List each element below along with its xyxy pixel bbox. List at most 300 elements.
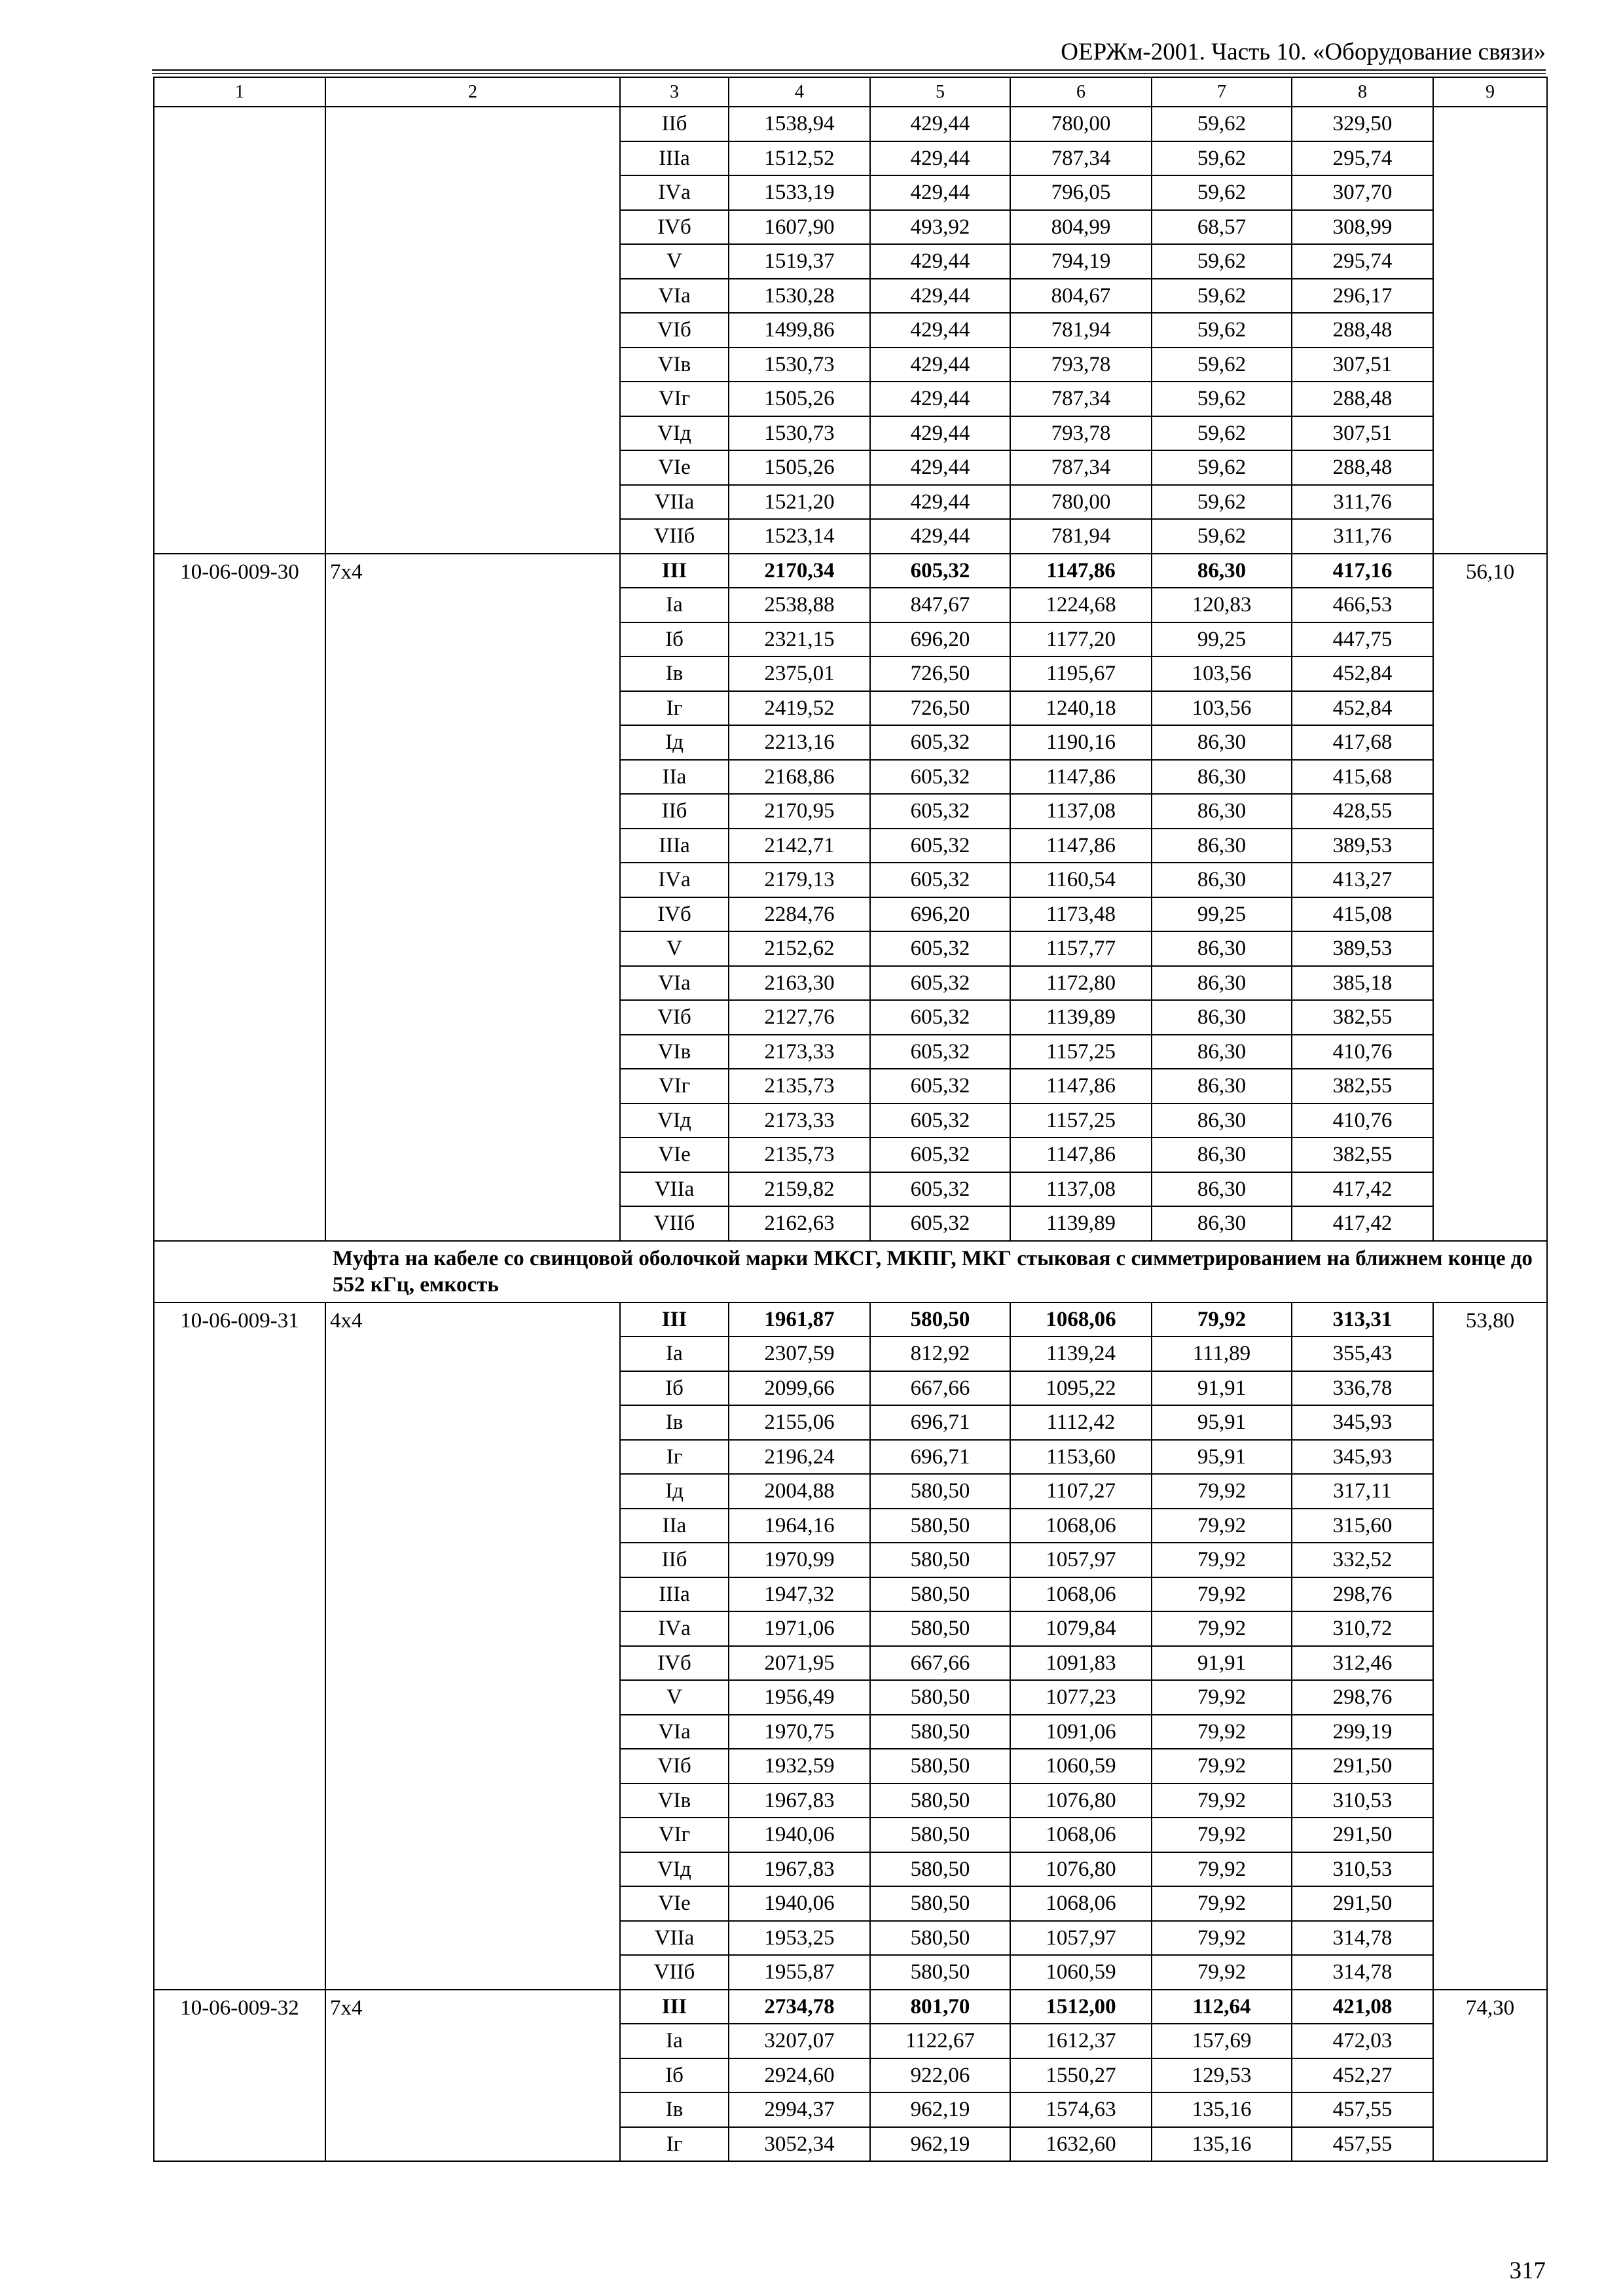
table-row <box>154 1990 1547 2024</box>
value-cell-c8: 310,72 <box>1292 1611 1433 1646</box>
value-cell-c8: 447,75 <box>1292 622 1433 657</box>
value-cell-c4: 1970,75 <box>729 1715 870 1749</box>
value-cell-c4: 2321,15 <box>729 622 870 657</box>
zone-cell: Iб <box>620 1371 729 1406</box>
value-cell-c4: 2135,73 <box>729 1138 870 1172</box>
value-cell-c7: 95,91 <box>1152 1440 1292 1475</box>
value-cell-c5: 429,44 <box>870 107 1010 141</box>
zone-cell: Iг <box>620 1440 729 1475</box>
value-cell-c8: 417,68 <box>1292 725 1433 760</box>
value-cell-c7: 157,69 <box>1152 2024 1292 2058</box>
value-cell-c6: 1060,59 <box>1010 1749 1152 1784</box>
value-cell-c5: 580,50 <box>870 1749 1010 1784</box>
value-cell-c4: 2071,95 <box>729 1646 870 1681</box>
value-cell-c8: 291,50 <box>1292 1818 1433 1852</box>
value-cell-c7: 79,92 <box>1152 1543 1292 1577</box>
value-cell-c4: 3052,34 <box>729 2127 870 2162</box>
value-cell-c8: 314,78 <box>1292 1921 1433 1956</box>
zone-cell: IIIа <box>620 829 729 863</box>
value-cell-c4: 2168,86 <box>729 760 870 795</box>
value-cell-c4: 2004,88 <box>729 1474 870 1509</box>
column-number: 6 <box>1010 77 1152 107</box>
value-cell-c8: 299,19 <box>1292 1715 1433 1749</box>
value-cell-c5: 696,20 <box>870 897 1010 932</box>
value-cell-c7: 59,62 <box>1152 450 1292 485</box>
value-cell-c5: 429,44 <box>870 519 1010 554</box>
value-cell-c6: 1077,23 <box>1010 1680 1152 1715</box>
value-cell-c6: 1574,63 <box>1010 2092 1152 2127</box>
zone-cell: VIе <box>620 1138 729 1172</box>
value-cell-c6: 1091,06 <box>1010 1715 1152 1749</box>
value-cell-c8: 382,55 <box>1292 1000 1433 1035</box>
zone-cell: III <box>620 1302 729 1337</box>
value-cell-c4: 2994,37 <box>729 2092 870 2127</box>
value-cell-c8: 382,55 <box>1292 1138 1433 1172</box>
value-cell-c7: 79,92 <box>1152 1818 1292 1852</box>
value-cell-c8: 315,60 <box>1292 1509 1433 1543</box>
value-cell-c6: 1112,42 <box>1010 1405 1152 1440</box>
value-cell-c7: 86,30 <box>1152 931 1292 966</box>
zone-cell: VIв <box>620 1035 729 1069</box>
value-cell-c5: 605,32 <box>870 1035 1010 1069</box>
value-cell-c8: 410,76 <box>1292 1035 1433 1069</box>
value-cell-c6: 1195,67 <box>1010 656 1152 691</box>
table-row <box>154 554 1547 588</box>
value-cell-c6: 1177,20 <box>1010 622 1152 657</box>
value-cell-c7: 59,62 <box>1152 348 1292 382</box>
rate-code: 10-06-009-32 <box>154 1990 325 2162</box>
value-cell-c8: 288,48 <box>1292 382 1433 416</box>
value-cell-c4: 2734,78 <box>729 1990 870 2024</box>
table-body <box>154 77 1547 2161</box>
value-cell-c4: 2159,82 <box>729 1172 870 1207</box>
value-cell-c7: 59,62 <box>1152 485 1292 520</box>
zone-cell: IIа <box>620 1509 729 1543</box>
value-cell-c7: 79,92 <box>1152 1852 1292 1887</box>
zone-cell: VIв <box>620 348 729 382</box>
value-cell-c8: 345,93 <box>1292 1405 1433 1440</box>
value-cell-c5: 605,32 <box>870 1069 1010 1103</box>
zone-cell: VIв <box>620 1784 729 1818</box>
zone-cell: Iд <box>620 1474 729 1509</box>
capacity: 7x4 <box>325 1990 620 2162</box>
value-cell-c6: 1137,08 <box>1010 1172 1152 1207</box>
value-cell-c8: 417,42 <box>1292 1206 1433 1241</box>
zone-cell: Iа <box>620 588 729 622</box>
rate-code <box>154 107 325 554</box>
value-cell-c7: 135,16 <box>1152 2092 1292 2127</box>
zone-cell: VIа <box>620 279 729 314</box>
value-cell-c6: 1173,48 <box>1010 897 1152 932</box>
zone-cell: VIIб <box>620 519 729 554</box>
column-number: 1 <box>154 77 325 107</box>
value-cell-c6: 1139,89 <box>1010 1206 1152 1241</box>
value-cell-c5: 962,19 <box>870 2127 1010 2162</box>
value-cell-c4: 2213,16 <box>729 725 870 760</box>
value-cell-c6: 1095,22 <box>1010 1371 1152 1406</box>
value-cell-c8: 307,51 <box>1292 348 1433 382</box>
value-cell-c7: 79,92 <box>1152 1577 1292 1612</box>
value-cell-c7: 79,92 <box>1152 1715 1292 1749</box>
value-cell-c8: 307,51 <box>1292 416 1433 451</box>
value-cell-c4: 2179,13 <box>729 863 870 897</box>
value-cell-c5: 580,50 <box>870 1509 1010 1543</box>
value-cell-c7: 111,89 <box>1152 1336 1292 1371</box>
extra-value: 74,30 <box>1433 1990 1547 2162</box>
value-cell-c4: 1967,83 <box>729 1852 870 1887</box>
value-cell-c5: 429,44 <box>870 348 1010 382</box>
value-cell-c6: 1137,08 <box>1010 794 1152 829</box>
value-cell-c8: 311,76 <box>1292 485 1433 520</box>
value-cell-c4: 2173,33 <box>729 1035 870 1069</box>
value-cell-c6: 1147,86 <box>1010 829 1152 863</box>
capacity: 4x4 <box>325 1302 620 1990</box>
zone-cell: IVб <box>620 897 729 932</box>
value-cell-c4: 1947,32 <box>729 1577 870 1612</box>
value-cell-c7: 59,62 <box>1152 313 1292 348</box>
value-cell-c4: 1932,59 <box>729 1749 870 1784</box>
value-cell-c8: 317,11 <box>1292 1474 1433 1509</box>
zone-cell: Iв <box>620 2092 729 2127</box>
value-cell-c5: 605,32 <box>870 760 1010 795</box>
value-cell-c4: 1538,94 <box>729 107 870 141</box>
extra-value: 56,10 <box>1433 554 1547 1241</box>
value-cell-c7: 59,62 <box>1152 107 1292 141</box>
value-cell-c8: 296,17 <box>1292 279 1433 314</box>
value-cell-c5: 726,50 <box>870 656 1010 691</box>
capacity <box>325 107 620 554</box>
value-cell-c5: 580,50 <box>870 1474 1010 1509</box>
zone-cell: Iв <box>620 1405 729 1440</box>
zone-cell: IIб <box>620 1543 729 1577</box>
value-cell-c6: 1068,06 <box>1010 1886 1152 1921</box>
zone-cell: VIIа <box>620 1172 729 1207</box>
zone-cell: III <box>620 1990 729 2024</box>
zone-cell: IIб <box>620 794 729 829</box>
value-cell-c7: 86,30 <box>1152 1138 1292 1172</box>
value-cell-c7: 79,92 <box>1152 1680 1292 1715</box>
zone-cell: VIIб <box>620 1955 729 1990</box>
value-cell-c6: 781,94 <box>1010 519 1152 554</box>
zone-cell: III <box>620 554 729 588</box>
value-cell-c8: 332,52 <box>1292 1543 1433 1577</box>
value-cell-c4: 1512,52 <box>729 141 870 176</box>
value-cell-c8: 413,27 <box>1292 863 1433 897</box>
value-cell-c8: 428,55 <box>1292 794 1433 829</box>
value-cell-c5: 429,44 <box>870 313 1010 348</box>
value-cell-c7: 59,62 <box>1152 141 1292 176</box>
zone-cell: VIг <box>620 382 729 416</box>
value-cell-c7: 59,62 <box>1152 416 1292 451</box>
value-cell-c4: 2155,06 <box>729 1405 870 1440</box>
value-cell-c8: 457,55 <box>1292 2127 1433 2162</box>
value-cell-c5: 605,32 <box>870 966 1010 1001</box>
value-cell-c6: 1057,97 <box>1010 1921 1152 1956</box>
zone-cell: VIб <box>620 1000 729 1035</box>
value-cell-c4: 2538,88 <box>729 588 870 622</box>
value-cell-c6: 1147,86 <box>1010 554 1152 588</box>
value-cell-c8: 295,74 <box>1292 244 1433 279</box>
value-cell-c6: 1172,80 <box>1010 966 1152 1001</box>
value-cell-c6: 780,00 <box>1010 485 1152 520</box>
header-rule <box>152 69 1546 71</box>
value-cell-c8: 415,68 <box>1292 760 1433 795</box>
column-number: 9 <box>1433 77 1547 107</box>
value-cell-c6: 1068,06 <box>1010 1302 1152 1337</box>
value-cell-c6: 1147,86 <box>1010 1069 1152 1103</box>
value-cell-c6: 781,94 <box>1010 313 1152 348</box>
value-cell-c6: 1240,18 <box>1010 691 1152 726</box>
value-cell-c8: 382,55 <box>1292 1069 1433 1103</box>
value-cell-c6: 793,78 <box>1010 416 1152 451</box>
value-cell-c8: 312,46 <box>1292 1646 1433 1681</box>
value-cell-c8: 421,08 <box>1292 1990 1433 2024</box>
value-cell-c4: 1971,06 <box>729 1611 870 1646</box>
value-cell-c4: 2135,73 <box>729 1069 870 1103</box>
value-cell-c6: 1157,77 <box>1010 931 1152 966</box>
value-cell-c8: 410,76 <box>1292 1103 1433 1138</box>
value-cell-c4: 1953,25 <box>729 1921 870 1956</box>
value-cell-c6: 1076,80 <box>1010 1784 1152 1818</box>
zone-cell: Iг <box>620 691 729 726</box>
value-cell-c5: 962,19 <box>870 2092 1010 2127</box>
value-cell-c6: 793,78 <box>1010 348 1152 382</box>
value-cell-c5: 696,71 <box>870 1440 1010 1475</box>
value-cell-c5: 580,50 <box>870 1577 1010 1612</box>
zone-cell: Iд <box>620 725 729 760</box>
value-cell-c8: 311,76 <box>1292 519 1433 554</box>
value-cell-c6: 1139,24 <box>1010 1336 1152 1371</box>
value-cell-c5: 605,32 <box>870 1103 1010 1138</box>
table-row <box>154 107 1547 141</box>
capacity: 7x4 <box>325 554 620 1241</box>
zone-cell: IIIа <box>620 141 729 176</box>
value-cell-c8: 314,78 <box>1292 1955 1433 1990</box>
value-cell-c8: 308,99 <box>1292 210 1433 245</box>
zone-cell: IVб <box>620 210 729 245</box>
value-cell-c7: 86,30 <box>1152 966 1292 1001</box>
value-cell-c4: 2375,01 <box>729 656 870 691</box>
value-cell-c5: 1122,67 <box>870 2024 1010 2058</box>
rate-code: 10-06-009-31 <box>154 1302 325 1990</box>
value-cell-c7: 135,16 <box>1152 2127 1292 2162</box>
value-cell-c5: 605,32 <box>870 794 1010 829</box>
zone-cell: IIб <box>620 107 729 141</box>
rate-code: 10-06-009-30 <box>154 554 325 1241</box>
value-cell-c4: 1530,28 <box>729 279 870 314</box>
value-cell-c5: 726,50 <box>870 691 1010 726</box>
section-heading: Муфта на кабеле со свинцовой оболочкой марки МКСГ, МКПГ, МКГ стыковая с симметрированием на ближнем конце до 552 кГц, емкость <box>154 1241 1547 1302</box>
value-cell-c7: 59,62 <box>1152 175 1292 210</box>
zone-cell: VIIб <box>620 1206 729 1241</box>
value-cell-c4: 2170,34 <box>729 554 870 588</box>
column-number: 4 <box>729 77 870 107</box>
value-cell-c8: 298,76 <box>1292 1680 1433 1715</box>
value-cell-c6: 1107,27 <box>1010 1474 1152 1509</box>
zone-cell: IVа <box>620 863 729 897</box>
value-cell-c7: 91,91 <box>1152 1646 1292 1681</box>
value-cell-c6: 1550,27 <box>1010 2058 1152 2093</box>
value-cell-c7: 86,30 <box>1152 1000 1292 1035</box>
column-number: 3 <box>620 77 729 107</box>
value-cell-c7: 59,62 <box>1152 244 1292 279</box>
value-cell-c5: 847,67 <box>870 588 1010 622</box>
value-cell-c4: 2162,63 <box>729 1206 870 1241</box>
zone-cell: VIг <box>620 1069 729 1103</box>
value-cell-c4: 2284,76 <box>729 897 870 932</box>
value-cell-c7: 91,91 <box>1152 1371 1292 1406</box>
value-cell-c4: 1940,06 <box>729 1886 870 1921</box>
value-cell-c4: 1533,19 <box>729 175 870 210</box>
value-cell-c6: 1157,25 <box>1010 1103 1152 1138</box>
value-cell-c8: 417,42 <box>1292 1172 1433 1207</box>
zone-cell: IIа <box>620 760 729 795</box>
zone-cell: Iб <box>620 622 729 657</box>
column-number-row <box>154 77 1547 107</box>
value-cell-c5: 580,50 <box>870 1302 1010 1337</box>
value-cell-c7: 86,30 <box>1152 863 1292 897</box>
value-cell-c5: 696,71 <box>870 1405 1010 1440</box>
value-cell-c5: 580,50 <box>870 1818 1010 1852</box>
value-cell-c7: 103,56 <box>1152 691 1292 726</box>
value-cell-c4: 2170,95 <box>729 794 870 829</box>
zone-cell: VIе <box>620 1886 729 1921</box>
value-cell-c8: 298,76 <box>1292 1577 1433 1612</box>
zone-cell: Iг <box>620 2127 729 2162</box>
value-cell-c7: 99,25 <box>1152 622 1292 657</box>
value-cell-c6: 1091,83 <box>1010 1646 1152 1681</box>
value-cell-c7: 59,62 <box>1152 519 1292 554</box>
value-cell-c4: 2099,66 <box>729 1371 870 1406</box>
value-cell-c8: 345,93 <box>1292 1440 1433 1475</box>
value-cell-c4: 1964,16 <box>729 1509 870 1543</box>
value-cell-c5: 580,50 <box>870 1921 1010 1956</box>
value-cell-c4: 2924,60 <box>729 2058 870 2093</box>
zone-cell: IVб <box>620 1646 729 1681</box>
zone-cell: VIIа <box>620 1921 729 1956</box>
value-cell-c4: 2127,76 <box>729 1000 870 1035</box>
value-cell-c5: 605,32 <box>870 863 1010 897</box>
value-cell-c8: 417,16 <box>1292 554 1433 588</box>
value-cell-c6: 787,34 <box>1010 382 1152 416</box>
value-cell-c4: 1499,86 <box>729 313 870 348</box>
value-cell-c8: 288,48 <box>1292 313 1433 348</box>
table-row <box>154 1302 1547 1337</box>
value-cell-c5: 667,66 <box>870 1371 1010 1406</box>
value-cell-c7: 86,30 <box>1152 1206 1292 1241</box>
value-cell-c7: 79,92 <box>1152 1302 1292 1337</box>
value-cell-c4: 1530,73 <box>729 348 870 382</box>
value-cell-c6: 804,67 <box>1010 279 1152 314</box>
value-cell-c4: 1523,14 <box>729 519 870 554</box>
value-cell-c4: 1961,87 <box>729 1302 870 1337</box>
value-cell-c4: 1956,49 <box>729 1680 870 1715</box>
value-cell-c5: 605,32 <box>870 1138 1010 1172</box>
value-cell-c5: 696,20 <box>870 622 1010 657</box>
zone-cell: VIд <box>620 1103 729 1138</box>
value-cell-c5: 429,44 <box>870 382 1010 416</box>
extra-value: 53,80 <box>1433 1302 1547 1990</box>
value-cell-c8: 336,78 <box>1292 1371 1433 1406</box>
value-cell-c7: 120,83 <box>1152 588 1292 622</box>
value-cell-c6: 1632,60 <box>1010 2127 1152 2162</box>
value-cell-c5: 605,32 <box>870 1206 1010 1241</box>
value-cell-c7: 68,57 <box>1152 210 1292 245</box>
column-number: 5 <box>870 77 1010 107</box>
value-cell-c7: 79,92 <box>1152 1749 1292 1784</box>
value-cell-c7: 86,30 <box>1152 829 1292 863</box>
value-cell-c5: 580,50 <box>870 1611 1010 1646</box>
value-cell-c4: 1521,20 <box>729 485 870 520</box>
value-cell-c6: 1068,06 <box>1010 1509 1152 1543</box>
zone-cell: V <box>620 244 729 279</box>
value-cell-c4: 3207,07 <box>729 2024 870 2058</box>
zone-cell: Iв <box>620 656 729 691</box>
value-cell-c7: 86,30 <box>1152 1035 1292 1069</box>
value-cell-c5: 429,44 <box>870 244 1010 279</box>
value-cell-c5: 605,32 <box>870 1000 1010 1035</box>
zone-cell: VIг <box>620 1818 729 1852</box>
value-cell-c7: 86,30 <box>1152 1103 1292 1138</box>
value-cell-c5: 429,44 <box>870 450 1010 485</box>
value-cell-c8: 310,53 <box>1292 1852 1433 1887</box>
value-cell-c4: 1607,90 <box>729 210 870 245</box>
value-cell-c6: 1068,06 <box>1010 1577 1152 1612</box>
value-cell-c4: 1530,73 <box>729 416 870 451</box>
value-cell-c7: 79,92 <box>1152 1509 1292 1543</box>
value-cell-c5: 812,92 <box>870 1336 1010 1371</box>
value-cell-c6: 804,99 <box>1010 210 1152 245</box>
value-cell-c4: 2419,52 <box>729 691 870 726</box>
value-cell-c8: 291,50 <box>1292 1886 1433 1921</box>
zone-cell: Iа <box>620 2024 729 2058</box>
value-cell-c5: 922,06 <box>870 2058 1010 2093</box>
value-cell-c4: 1505,26 <box>729 450 870 485</box>
value-cell-c7: 86,30 <box>1152 554 1292 588</box>
value-cell-c7: 86,30 <box>1152 760 1292 795</box>
value-cell-c7: 86,30 <box>1152 794 1292 829</box>
zone-cell: VIд <box>620 1852 729 1887</box>
value-cell-c6: 794,19 <box>1010 244 1152 279</box>
value-cell-c7: 86,30 <box>1152 725 1292 760</box>
value-cell-c6: 1076,80 <box>1010 1852 1152 1887</box>
value-cell-c7: 99,25 <box>1152 897 1292 932</box>
value-cell-c6: 796,05 <box>1010 175 1152 210</box>
column-number: 2 <box>325 77 620 107</box>
value-cell-c6: 787,34 <box>1010 141 1152 176</box>
value-cell-c6: 780,00 <box>1010 107 1152 141</box>
value-cell-c6: 1224,68 <box>1010 588 1152 622</box>
zone-cell: VIд <box>620 416 729 451</box>
value-cell-c5: 429,44 <box>870 141 1010 176</box>
value-cell-c7: 59,62 <box>1152 382 1292 416</box>
zone-cell: VIб <box>620 313 729 348</box>
value-cell-c8: 313,31 <box>1292 1302 1433 1337</box>
value-cell-c5: 493,92 <box>870 210 1010 245</box>
column-number: 8 <box>1292 77 1433 107</box>
value-cell-c8: 452,27 <box>1292 2058 1433 2093</box>
value-cell-c7: 79,92 <box>1152 1611 1292 1646</box>
value-cell-c8: 288,48 <box>1292 450 1433 485</box>
value-cell-c5: 801,70 <box>870 1990 1010 2024</box>
value-cell-c5: 605,32 <box>870 725 1010 760</box>
zone-cell: V <box>620 931 729 966</box>
value-cell-c4: 2196,24 <box>729 1440 870 1475</box>
column-number: 7 <box>1152 77 1292 107</box>
value-cell-c7: 79,92 <box>1152 1886 1292 1921</box>
value-cell-c7: 86,30 <box>1152 1069 1292 1103</box>
value-cell-c4: 1940,06 <box>729 1818 870 1852</box>
